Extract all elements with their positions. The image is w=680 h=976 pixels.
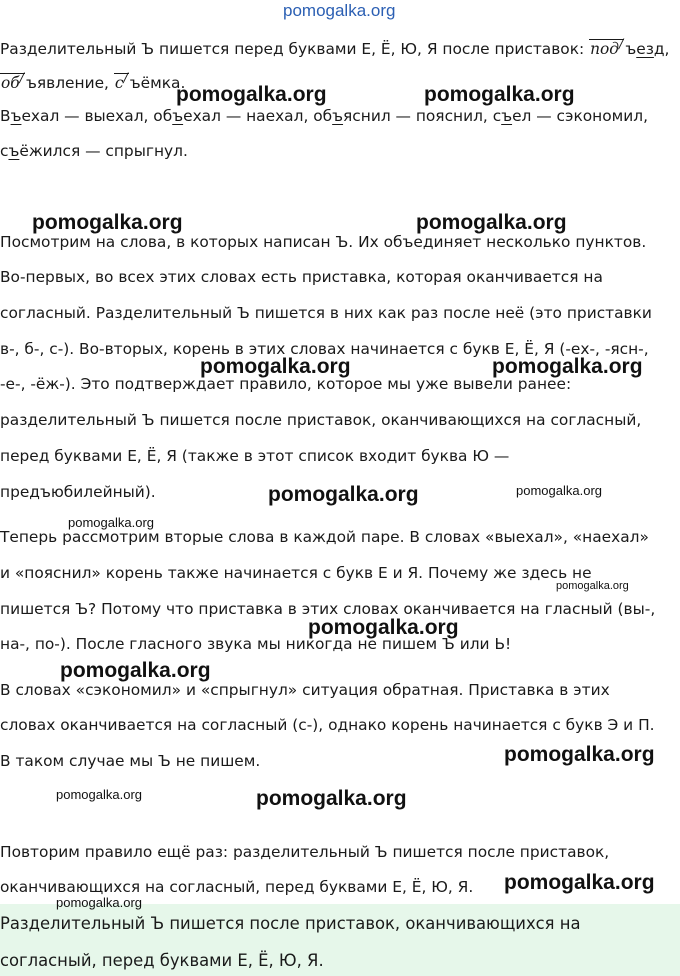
example-semka — [114, 71, 130, 93]
paragraph-line: словах оканчивается на согласный (с-), однако корень начинается с букв Э и П. — [0, 716, 655, 734]
watermark: pomogalka.org — [256, 787, 407, 810]
hard-sign-letter: ъ — [129, 74, 141, 93]
watermark: pomogalka.org — [504, 871, 655, 894]
paragraph-line: и «пояснил» корень также начинается с букв Е и Я. Почему же здесь не — [0, 564, 592, 582]
hard-sign-underlined: ъ — [501, 107, 513, 125]
paragraph-line: В словах «сэкономил» и «спрыгнул» ситуация обратная. Приставка в этих — [0, 681, 610, 699]
watermark: pomogalka.org — [60, 659, 211, 682]
hard-sign-underlined: ъ — [332, 107, 344, 125]
intro-line-1 — [0, 35, 669, 59]
watermark: pomogalka.org — [268, 483, 419, 506]
paragraph-line: пишется Ъ? Потому что приставка в этих словах оканчивается на гласный (вы-, — [0, 600, 656, 618]
pairs-line-1: Въехал — выехал, объехал — наехал, объяснил — пояснил, съел — сэкономил, — [0, 107, 648, 125]
word-rest: ёмка. — [140, 74, 186, 93]
watermark: pomogalka.org — [308, 616, 459, 639]
hard-sign-underlined: ъ — [172, 107, 184, 125]
pairs-line-2: съёжился — спрыгнул. — [0, 142, 188, 160]
paragraph-line: оканчивающихся на согласный, перед буквами Е, Ё, Ю, Я. — [0, 878, 474, 896]
watermark: pomogalka.org — [200, 355, 351, 378]
prefix-mark: об/ — [1, 71, 24, 93]
paragraph-line: согласный. Разделительный Ъ пишется в них как раз после неё (это приставки — [0, 304, 652, 322]
watermark: pomogalka.org — [424, 83, 575, 106]
paragraph-line: Посмотрим на слова, в которых написан Ъ. Их объединяет несколько пунктов. — [0, 233, 647, 251]
paragraph-line: В таком случае мы Ъ не пишем. — [0, 752, 261, 770]
paragraph-line: разделительный Ъ пишется после приставок, оканчивающихся на согласный, — [0, 411, 642, 429]
intro-line-2 — [0, 69, 185, 93]
word-rest: явление, — [36, 74, 109, 93]
watermark: pomogalka.org — [32, 211, 183, 234]
example-podezd — [589, 37, 625, 59]
rule-line-1: Разделительный Ъ пишется после приставок, оканчивающихся на — [0, 914, 581, 933]
word-ending: д, — [653, 40, 670, 59]
hard-sign-underlined: ъ — [8, 142, 20, 160]
watermark: pomogalka.org — [283, 1, 396, 20]
prefix-mark: с/ — [114, 71, 128, 93]
example-obyavlenie — [0, 71, 26, 93]
hard-sign-letter: ъ — [26, 74, 37, 93]
rule-line-2: согласный, перед буквами Е, Ё, Ю, Я. — [0, 951, 324, 970]
watermark: pomogalka.org — [504, 743, 655, 766]
paragraph-line: Теперь рассмотрим вторые слова в каждой паре. В словах «выехал», «наехал» — [0, 528, 649, 546]
intro-text: Разделительный Ъ пишется перед буквами Е, Ё, Ю, Я после приставок: — [0, 40, 590, 59]
paragraph-line: Во-первых, во всех этих словах есть приставка, которая оканчивается на — [0, 268, 603, 286]
paragraph-line: Повторим правило ещё раз: разделительный Ъ пишется после приставок, — [0, 843, 610, 861]
paragraph-line: в-, б-, с-). Во-вторых, корень в этих словах начинается с букв Е, Ё, Я (-ех-, -ясн-, — [0, 340, 649, 358]
prefix-mark: под/ — [590, 37, 624, 59]
paragraph-line: на-, по-). После гласного звука мы никогда не пишем Ъ или Ь! — [0, 635, 512, 653]
paragraph-line: перед буквами Е, Ё, Я (также в этот список входит буква Ю — — [0, 447, 510, 465]
watermark: pomogalka.org — [516, 483, 602, 498]
watermark: pomogalka.org — [176, 83, 327, 106]
watermark: pomogalka.org — [56, 787, 142, 802]
watermark: pomogalka.org — [556, 580, 629, 592]
paragraph-line: предъюбилейный). — [0, 483, 156, 501]
watermark: pomogalka.org — [492, 355, 643, 378]
watermark: pomogalka.org — [68, 515, 154, 530]
watermark: pomogalka.org — [416, 211, 567, 234]
paragraph-line: -е-, -ёж-). Это подтверждает правило, которое мы уже вывели ранее: — [0, 375, 572, 393]
hard-sign-letter: ъ — [625, 40, 637, 59]
hard-sign-underlined: ъ — [10, 107, 22, 125]
watermark: pomogalka.org — [56, 895, 142, 910]
underlined-root-letter: ез — [636, 40, 654, 59]
